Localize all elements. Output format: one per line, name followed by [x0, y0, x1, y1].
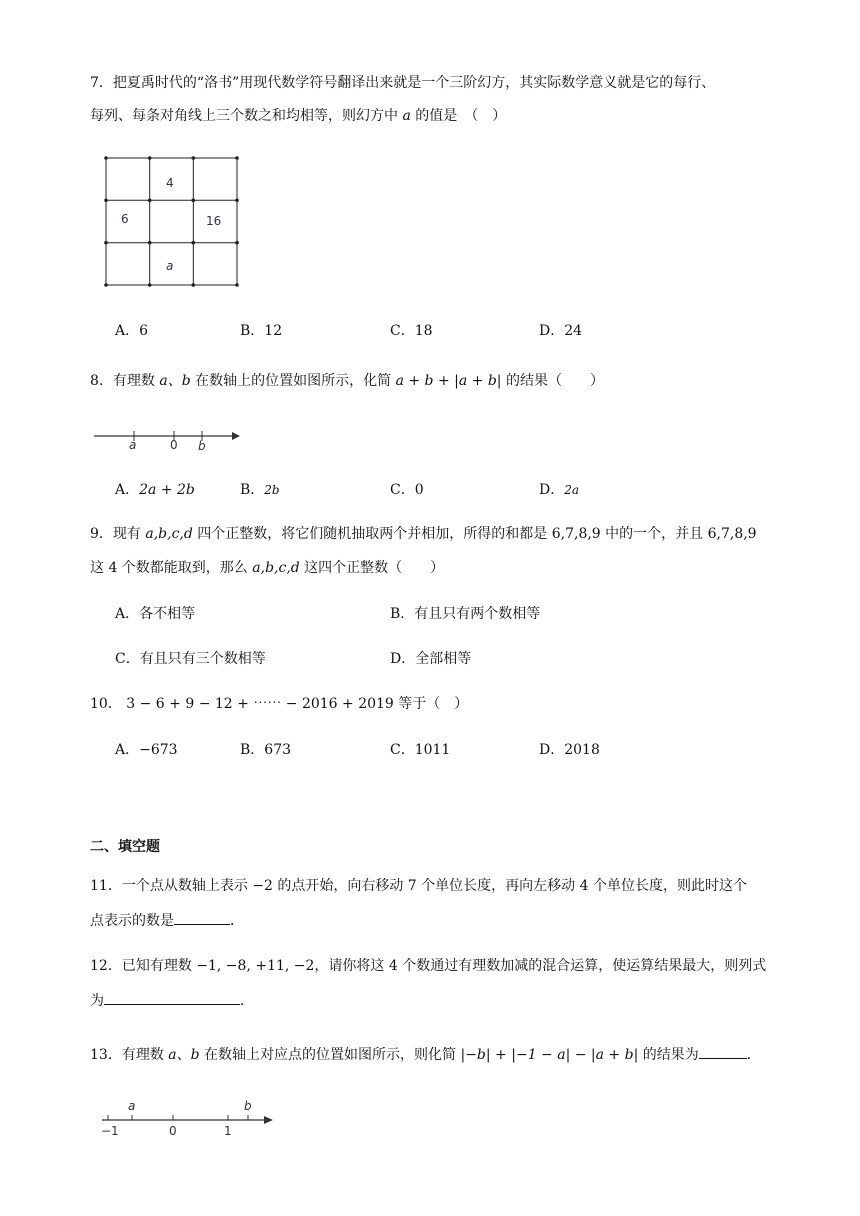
q9-line2-vars: a,b,c,d	[252, 560, 300, 576]
q10-text: 10． 3 − 6 + 9 − 12 + ⋯⋯ − 2016 + 2019 等于（ ）	[90, 696, 469, 712]
axis-bottom-label-one: 1	[224, 1124, 232, 1138]
q9-option-c[interactable]: C．有且只有三个数相等	[115, 651, 266, 667]
q10-option-c[interactable]: C．1011	[390, 742, 451, 758]
q12-line1: 12．已知有理数 −1, −8, +11, −2，请你将这 4 个数通过有理数加减的混合运算，使运算结果最大，则列式	[90, 958, 767, 974]
q9-line2-a: 这 4 个数都能取到，那么	[90, 560, 253, 576]
axis-top-label-b: b	[244, 1099, 252, 1113]
q11-line2-text: 点表示的数是	[90, 913, 174, 929]
q10-option-d[interactable]: D．2018	[539, 742, 600, 758]
q8-option-b[interactable]	[240, 480, 280, 500]
q12-line2-end: ．	[240, 993, 254, 1009]
number-line-q13	[98, 1092, 288, 1142]
q10-option-b[interactable]: B．673	[240, 742, 292, 758]
q13-expression: |−b| + |−1 − a| − |a + b|	[460, 1047, 639, 1063]
q7-line2-b: 的值是 （ ）	[410, 108, 507, 124]
q13-text-b: 在数轴上对应点的位置如图所示，则化简	[199, 1047, 461, 1063]
q8-text-b: 在数轴上的位置如图所示，化简	[190, 373, 396, 389]
magic-square-grid	[104, 156, 244, 288]
q8-option-c[interactable]: C．0	[390, 482, 424, 498]
q8-option-b-label: B．	[240, 482, 265, 498]
q8-option-d-label: D．	[539, 482, 565, 498]
q8-option-b-expr: 2b	[264, 483, 280, 497]
q9-line1	[90, 524, 757, 544]
axis-label-b: b	[198, 439, 206, 453]
q7-option-d[interactable]: D．24	[539, 323, 583, 339]
q8-expression: a + b + |a + b|	[395, 373, 502, 389]
q7-option-a[interactable]: A．6	[115, 323, 149, 339]
q9-option-a[interactable]: A．各不相等	[115, 606, 196, 622]
q11-line2-end: ．	[230, 913, 244, 929]
q8-text-c: 的结果（ ）	[501, 373, 604, 389]
q8-option-d[interactable]	[539, 480, 579, 500]
axis-label-zero: 0	[170, 438, 178, 452]
q7-line2	[90, 106, 506, 126]
q13-text-a: 13．有理数	[90, 1047, 169, 1063]
q13-text-end: ．	[746, 1047, 761, 1063]
q7-var: a	[402, 108, 411, 124]
q12-line2-text: 为	[90, 993, 104, 1009]
q9-line2	[90, 558, 444, 578]
axis-bottom-label-neg1: −1	[101, 1124, 119, 1138]
q10-option-a[interactable]: A．−673	[115, 742, 178, 758]
grid-cell-left: 6	[121, 212, 129, 226]
q8-option-a-expr: 2a + 2b	[139, 482, 195, 498]
q9-line1-vars: a,b,c,d	[145, 526, 193, 542]
axis-label-a: a	[129, 438, 137, 452]
grid-cell-right: 16	[206, 214, 222, 228]
grid-cell-bottom: a	[166, 259, 174, 273]
q13-vars: a、b	[168, 1047, 200, 1063]
q9-option-b[interactable]: B．有且只有两个数相等	[390, 606, 541, 622]
q8-option-a-label: A．	[115, 482, 140, 498]
axis-bottom-label-zero: 0	[169, 1124, 177, 1138]
q12-line2	[90, 990, 254, 1011]
q8-text-a: 8．有理数	[90, 373, 160, 389]
q8-option-d-expr: 2a	[564, 483, 580, 497]
number-line-q8	[92, 424, 252, 464]
q7-option-c[interactable]: C．18	[390, 323, 433, 339]
q13-text-c: 的结果为	[638, 1047, 699, 1063]
q9-line2-b: 这四个正整数（ ）	[299, 560, 445, 576]
q8-option-a[interactable]	[115, 480, 195, 500]
q13-text	[90, 1044, 761, 1065]
q11-answer-blank[interactable]	[174, 910, 230, 925]
axis-top-label-a: a	[128, 1099, 136, 1113]
q9-line1-a: 9．现有	[90, 526, 146, 542]
q8-text	[90, 371, 604, 391]
grid-cell-top: 4	[166, 176, 174, 190]
q11-line1: 11．一个点从数轴上表示 −2 的点开始，向右移动 7 个单位长度，再向左移动 4 个单位长度，则此时这个	[90, 878, 747, 894]
q12-answer-blank[interactable]	[104, 990, 240, 1005]
q9-line1-b: 四个正整数，将它们随机抽取两个并相加，所得的和都是 6,7,8,9 中的一个，并且 6,7,8,9	[192, 526, 757, 542]
q7-option-b[interactable]: B．12	[240, 323, 283, 339]
q13-answer-blank[interactable]	[699, 1044, 747, 1059]
q9-option-d[interactable]: D．全部相等	[390, 651, 472, 667]
q7-line1: 7．把夏禹时代的“洛书”用现代数学符号翻译出来就是一个三阶幻方，其实际数学意义就是它的每行、	[90, 75, 716, 91]
q8-vars: a、b	[159, 373, 191, 389]
section-fill-in-title: 二、填空题	[90, 839, 160, 855]
q11-line2	[90, 910, 244, 931]
q7-line2-a: 每列、每条对角线上三个数之和均相等，则幻方中	[90, 108, 403, 124]
